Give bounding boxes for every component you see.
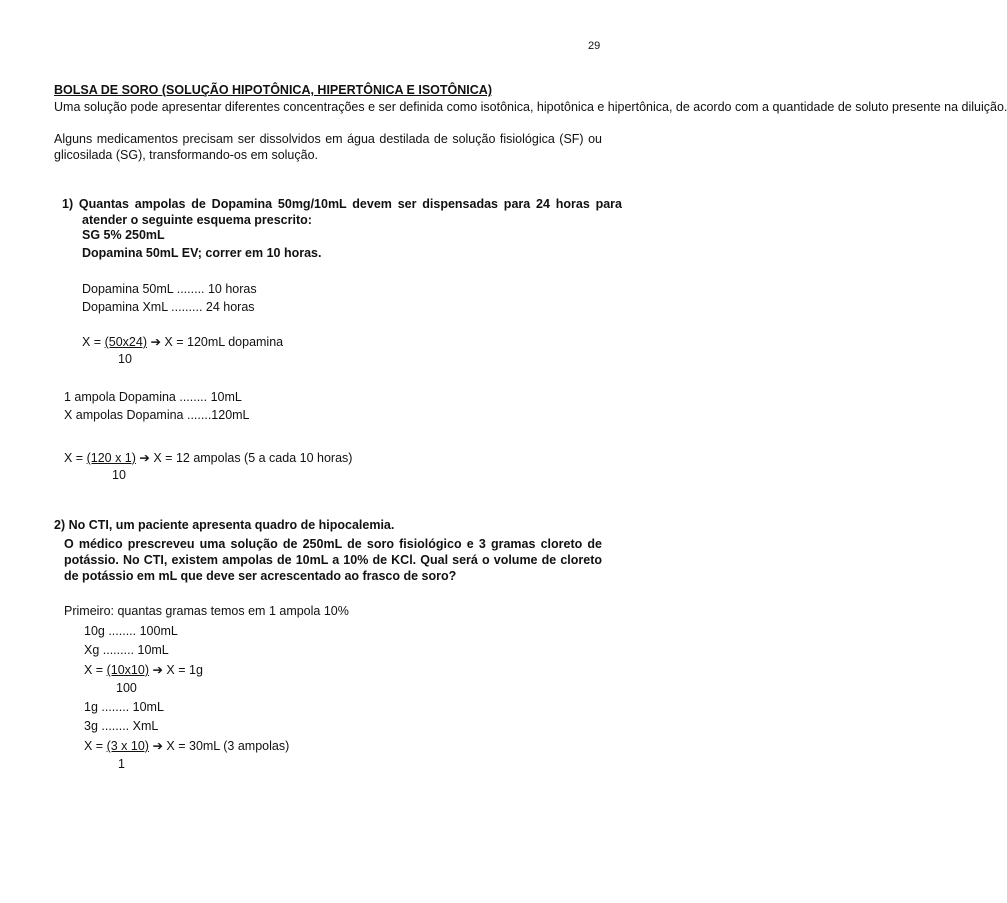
q2-ratio-line-1: 10g ........ 100mL bbox=[84, 624, 178, 638]
q2-calc1-result: ➔ X = 1g bbox=[148, 663, 203, 677]
q1-calc1-result: ➔ X = 120mL dopamina bbox=[146, 335, 284, 349]
q2-calculation-2 bbox=[84, 738, 289, 753]
q1-calc1-numerator: (50x24) bbox=[104, 335, 147, 349]
q1-calc2-numerator: (120 x 1) bbox=[86, 451, 136, 465]
q1-calc1-prefix: X = bbox=[82, 335, 105, 349]
q1-calc2-denominator: 10 bbox=[112, 468, 126, 482]
q2-calc1-denominator: 100 bbox=[116, 681, 137, 695]
intro-paragraph-2: Alguns medicamentos precisam ser dissolvidos em água destilada de solução fisiológica (SF) ou glicosilada (SG), transformando-os em solução. bbox=[54, 132, 602, 162]
question-2-heading: 2) No CTI, um paciente apresenta quadro de hipocalemia. bbox=[54, 518, 395, 532]
q2-ratio-line-3: 1g ........ 10mL bbox=[84, 700, 164, 714]
q2-calc1-numerator: (10x10) bbox=[106, 663, 149, 677]
q1-prescription-line-2: Dopamina 50mL EV; correr em 10 horas. bbox=[82, 246, 322, 260]
page-number: 29 bbox=[588, 40, 601, 52]
section-title: BOLSA DE SORO (SOLUÇÃO HIPOTÔNICA, HIPERTÔNICA E ISOTÔNICA) bbox=[54, 83, 492, 97]
q1-calc2-result: ➔ X = 12 ampolas (5 a cada 10 horas) bbox=[135, 451, 353, 465]
q1-ratio-line-2: Dopamina XmL ......... 24 horas bbox=[82, 300, 255, 314]
q2-calc2-prefix: X = bbox=[84, 739, 107, 753]
q1-ratio-line-1: Dopamina 50mL ........ 10 horas bbox=[82, 282, 257, 296]
question-1: 1) Quantas ampolas de Dopamina 50mg/10mL devem ser dispensadas para 24 horas para atender o seguinte esquema prescrito: bbox=[62, 197, 622, 227]
q1-ampoule-line-1: 1 ampola Dopamina ........ 10mL bbox=[64, 390, 242, 404]
q2-calc1-prefix: X = bbox=[84, 663, 107, 677]
q1-calculation-1 bbox=[82, 334, 283, 349]
q1-ampoule-line-2: X ampolas Dopamina .......120mL bbox=[64, 408, 250, 422]
q1-calc1-denominator: 10 bbox=[118, 352, 132, 366]
q2-calc2-numerator: (3 x 10) bbox=[106, 739, 149, 753]
q2-calculation-1 bbox=[84, 662, 203, 677]
q2-calc2-result: ➔ X = 30mL (3 ampolas) bbox=[148, 739, 290, 753]
q2-ratio-line-4: 3g ........ XmL bbox=[84, 719, 159, 733]
q1-calc2-prefix: X = bbox=[64, 451, 87, 465]
q2-calc2-denominator: 1 bbox=[118, 757, 125, 771]
q1-calculation-2 bbox=[64, 450, 352, 465]
question-2: O médico prescreveu uma solução de 250mL de soro fisiológico e 3 gramas cloreto de potássio. No CTI, existem ampolas de 10mL a 10% de KCl. Qual será o volume de cloreto de potássio em mL que deve ser acrescentado ao frasco de soro? bbox=[64, 537, 602, 583]
q2-ratio-line-2: Xg ......... 10mL bbox=[84, 643, 169, 657]
q2-step-label: Primeiro: quantas gramas temos em 1 ampola 10% bbox=[64, 604, 349, 618]
intro-paragraph-1: Uma solução pode apresentar diferentes concentrações e ser definida como isotônica, hipotônica e hipertônica, de acordo com a quantidade de soluto presente na diluição. bbox=[54, 100, 1007, 114]
q1-prescription-line-1: SG 5% 250mL bbox=[82, 228, 165, 242]
